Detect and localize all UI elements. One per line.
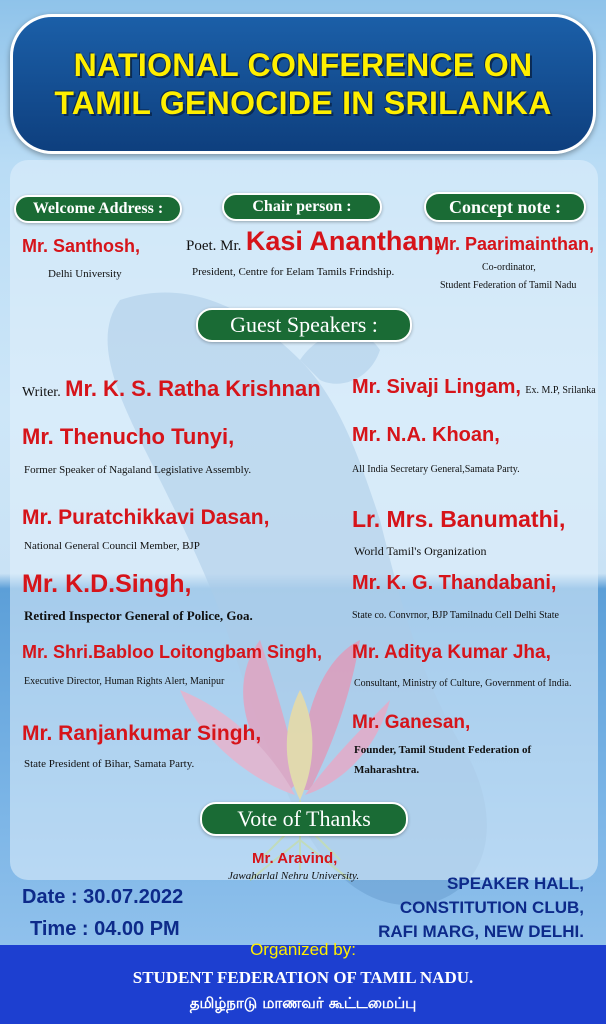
title-line-1: NATIONAL CONFERENCE ON <box>73 46 533 83</box>
speaker-left-2-desc: Former Speaker of Nagaland Legislative Assembly. <box>24 464 252 476</box>
speaker-right-5-desc: Consultant, Ministry of Culture, Government of India. <box>354 678 572 689</box>
speaker-left-6-desc: State President of Bihar, Samata Party. <box>24 758 195 770</box>
organizer-name-english: STUDENT FEDERATION OF TAMIL NADU. <box>132 968 474 987</box>
welcome-speaker-name: Mr. Santhosh, <box>22 236 141 256</box>
concept-role: Co-ordinator, <box>482 262 536 273</box>
organized-by-label: Organized by: <box>250 940 356 959</box>
title-line-2: TAMIL GENOCIDE IN SRILANKA <box>54 85 552 121</box>
speaker-right-3-desc: World Tamil's Organization <box>354 544 487 558</box>
event-date: Date : 30.07.2022 <box>22 886 184 908</box>
event-time: Time : 04.00 PM <box>30 918 180 940</box>
concept-note-pill: Concept note : <box>424 192 586 222</box>
speaker-suffix: Ex. M.P, Srilanka <box>525 385 596 396</box>
speaker-right-4-desc: State co. Convrnor, BJP Tamilnadu Cell Delhi State <box>352 610 559 621</box>
speaker-right-2-name: Mr. N.A. Khoan, <box>352 424 500 446</box>
vote-of-thanks-pill: Vote of Thanks <box>200 802 408 836</box>
welcome-address-pill: Welcome Address : <box>14 195 182 223</box>
speaker-right-3-name: Lr. Mrs. Banumathi, <box>352 506 566 532</box>
concept-speaker-name: Mr. Paarimainthan, <box>434 234 595 254</box>
organizer-name-tamil: தமிழ்நாடு மாணவர் கூட்டமைப்பு <box>189 994 417 1012</box>
venue-line-3: RAFI MARG, NEW DELHI. <box>378 922 584 941</box>
chair-affiliation: President, Centre for Eelam Tamils Frindship. <box>192 266 395 278</box>
speaker-prefix: Writer. <box>22 385 61 400</box>
speaker-name: Mr. Sivaji Lingam, <box>352 376 521 398</box>
chair-speaker <box>186 226 441 257</box>
speaker-left-6-name: Mr. Ranjankumar Singh, <box>22 722 262 745</box>
concept-org: Student Federation of Tamil Nadu <box>440 280 577 291</box>
chair-person-pill: Chair person : <box>222 193 382 221</box>
chair-prefix: Poet. Mr. <box>186 238 242 254</box>
speaker-name: Mr. K. S. Ratha Krishnan <box>65 376 321 401</box>
speaker-left-2-name: Mr. Thenucho Tunyi, <box>22 424 235 449</box>
speaker-left-3-name: Mr. Puratchikkavi Dasan, <box>22 506 270 529</box>
speaker-right-2-desc: All India Secretary General,Samata Party. <box>352 464 520 475</box>
speaker-right-6-desc: Founder, Tamil Student Federation of <box>354 744 532 756</box>
speaker-right-6-name: Mr. Ganesan, <box>352 712 471 733</box>
speaker-left-5-name: Mr. Shri.Babloo Loitongbam Singh, <box>22 642 322 662</box>
speaker-left-1 <box>22 376 321 402</box>
welcome-speaker-affiliation: Delhi University <box>48 268 122 280</box>
thanks-speaker-name: Mr. Aravind, <box>252 850 338 867</box>
speaker-right-4-name: Mr. K. G. Thandabani, <box>352 572 557 594</box>
speaker-right-1 <box>352 376 596 399</box>
venue-line-1: SPEAKER HALL, <box>447 874 584 893</box>
chair-speaker-name: Kasi Ananthan, <box>245 226 442 256</box>
venue-line-2: CONSTITUTION CLUB, <box>399 898 584 917</box>
speaker-left-4-desc: Retired Inspector General of Police, Goa. <box>24 608 253 623</box>
speaker-left-3-desc: National General Council Member, BJP <box>24 540 200 552</box>
guest-speakers-pill: Guest Speakers : <box>196 308 412 342</box>
speaker-left-5-desc: Executive Director, Human Rights Alert, Manipur <box>24 676 225 687</box>
thanks-affiliation: Jawaharlal Nehru University. <box>228 870 360 882</box>
speaker-right-6-desc-2: Maharashtra. <box>354 764 420 776</box>
speaker-left-4-name: Mr. K.D.Singh, <box>22 570 192 598</box>
title-banner <box>10 14 596 154</box>
speaker-right-5-name: Mr. Aditya Kumar Jha, <box>352 642 551 663</box>
